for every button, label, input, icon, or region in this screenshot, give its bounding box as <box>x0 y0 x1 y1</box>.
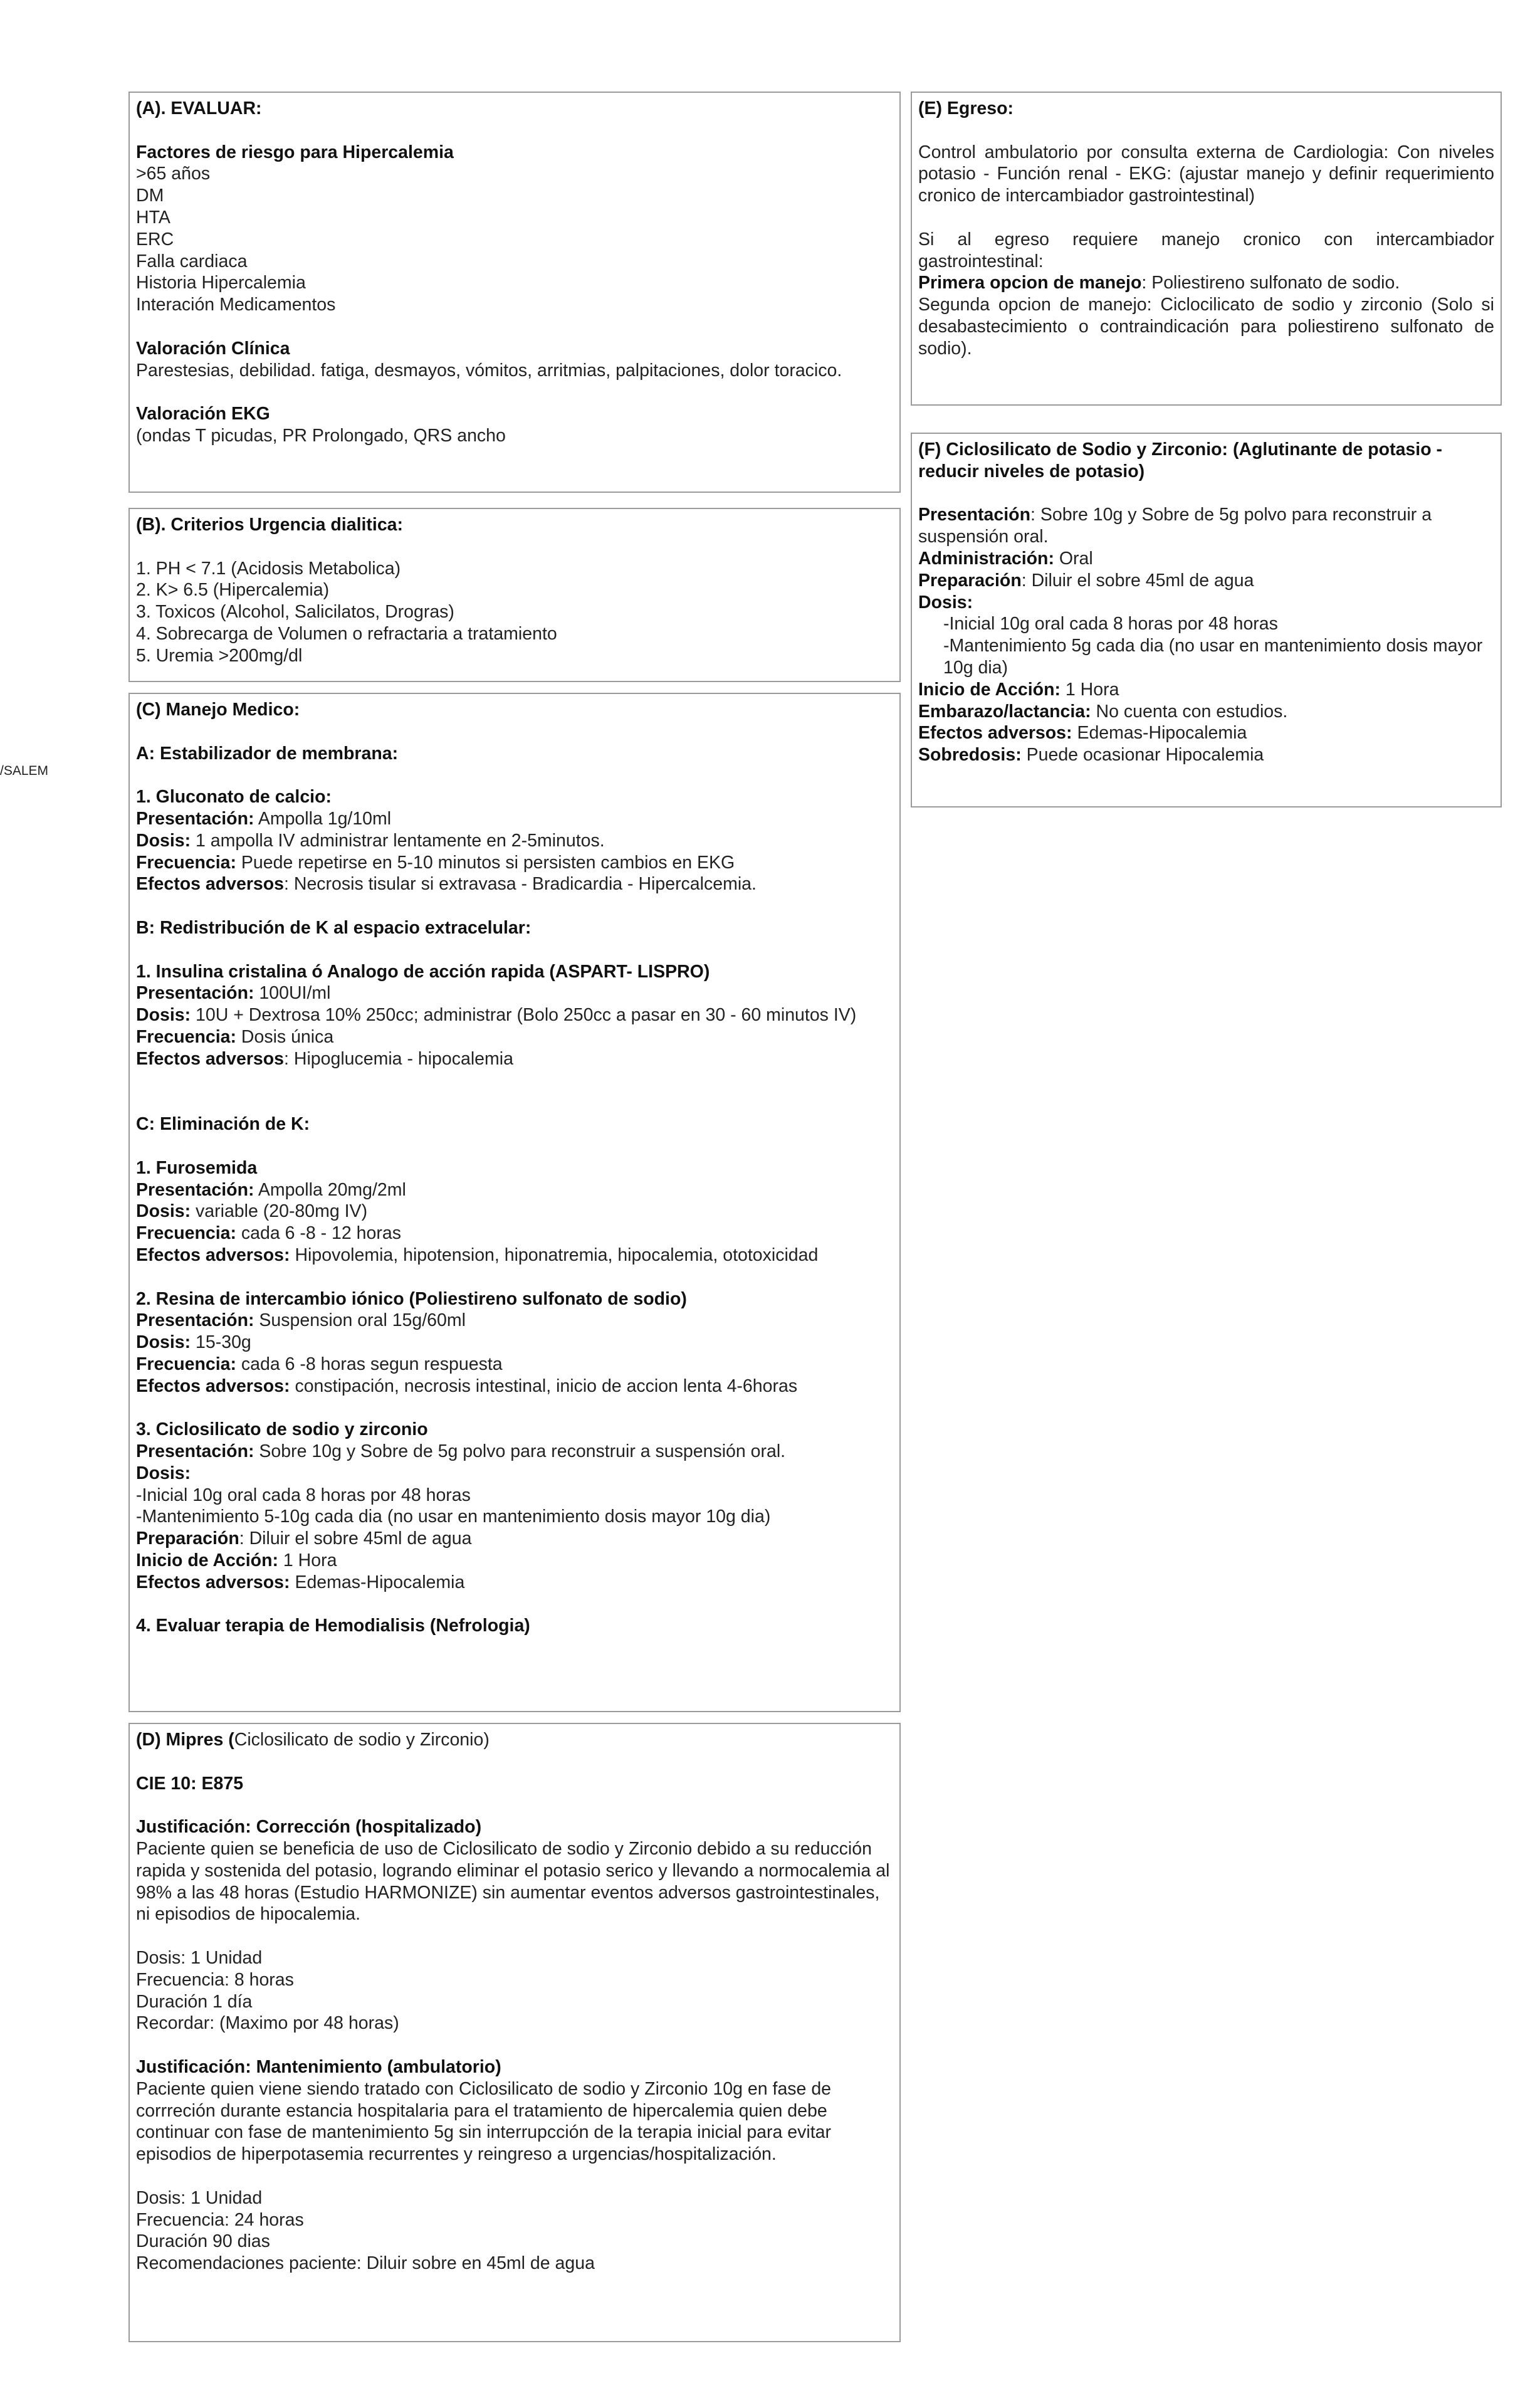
insulina-title: 1. Insulina cristalina ó Analogo de acción rapida (ASPART- LISPRO) <box>136 961 710 982</box>
f-preparacion: Preparación: Diluir el sobre 45ml de agua <box>918 570 1254 591</box>
gluconato-dosis: Dosis: 1 ampolla IV administrar lentamente en 2-5minutos. <box>136 830 605 851</box>
risk-item: Falla cardiaca <box>136 251 248 271</box>
panel-c-title: (C) Manejo Medico: <box>136 700 300 720</box>
section-c-title: C: Eliminación de K: <box>136 1114 310 1135</box>
panel-a-title: (A). EVALUAR: <box>136 98 262 118</box>
clinical-text: Parestesias, debilidad. fatiga, desmayos, vómitos, arritmias, palpitaciones, dolor toracico. <box>136 360 842 381</box>
ciclosilicato-efectos: Efectos adversos: Edemas-Hipocalemia <box>136 1572 465 1592</box>
correccion-line: Frecuencia: 8 horas <box>136 1969 294 1990</box>
egreso-segunda-opcion: Segunda opcion de manejo: Ciclocilicato de sodio y zirconio (Solo si desabastecimiento o contraindicación para poliestireno sulfonato de sodio). <box>918 295 1494 359</box>
correccion-line: Dosis: 1 Unidad <box>136 1947 263 1968</box>
panel-ciclosilicato-info <box>911 433 1502 807</box>
gluconato-presentacion: Presentación: Ampolla 1g/10ml <box>136 808 392 829</box>
clinical-title: Valoración Clínica <box>136 338 290 359</box>
ciclosilicato-title: 3. Ciclosilicato de sodio y zirconio <box>136 1419 428 1440</box>
furosemida-frecuencia: Frecuencia: cada 6 -8 - 12 horas <box>136 1223 401 1244</box>
f-sobredosis: Sobredosis: Puede ocasionar Hipocalemia <box>918 745 1264 765</box>
justificacion-mantenimiento-title: Justificación: Mantenimiento (ambulatorio) <box>136 2056 501 2077</box>
insulina-frecuencia: Frecuencia: Dosis única <box>136 1026 334 1047</box>
ciclosilicato-inicio: Inicio de Acción: 1 Hora <box>136 1550 337 1571</box>
panel-d-title: (D) Mipres (Ciclosilicato de sodio y Zirconio) <box>136 1730 490 1750</box>
criteria-item: 2. K> 6.5 (Hipercalemia) <box>136 580 330 601</box>
resina-title: 2. Resina de intercambio iónico (Poliestireno sulfonato de sodio) <box>136 1288 687 1309</box>
panel-egreso <box>911 92 1502 406</box>
panel-mipres <box>128 1723 901 2342</box>
ciclosilicato-dosis-line: -Mantenimiento 5-10g cada dia (no usar en mantenimiento dosis mayor 10g dia) <box>136 1507 771 1527</box>
panel-b-title: (B). Criterios Urgencia dialitica: <box>136 515 404 535</box>
mantenimiento-line: Recomendaciones paciente: Diluir sobre en 45ml de agua <box>136 2253 595 2274</box>
f-inicio: Inicio de Acción: 1 Hora <box>918 679 1119 700</box>
gluconato-title: 1. Gluconato de calcio: <box>136 787 332 807</box>
ekg-text: (ondas T picudas, PR Prolongado, QRS ancho <box>136 425 506 446</box>
mantenimiento-line: Frecuencia: 24 horas <box>136 2209 304 2230</box>
justificacion-correccion-text: Paciente quien se beneficia de uso de Ciclosilicato de sodio y Zirconio debido a su reducción rapida y sostenida del potasio, logrando eliminar el potasio serico y llevando a normocalemia al 98% a las 48 horas (Estudio HARMONIZE) sin aumentar eventos adversos gastrointestinales, ni episodios de hipocalemia. <box>136 1838 890 1925</box>
egreso-primera-opcion: Primera opcion de manejo: Poliestireno sulfonato de sodio. <box>918 273 1400 293</box>
f-efectos: Efectos adversos: Edemas-Hipocalemia <box>918 723 1247 744</box>
insulina-presentacion: Presentación: 100UI/ml <box>136 983 331 1004</box>
panel-e-title: (E) Egreso: <box>918 98 1014 118</box>
edge-label: /SALEM <box>0 764 49 778</box>
hemodialisis-title: 4. Evaluar terapia de Hemodialisis (Nefrologia) <box>136 1616 530 1636</box>
furosemida-efectos: Efectos adversos: Hipovolemia, hipotension, hiponatremia, hipocalemia, ototoxicidad <box>136 1244 819 1265</box>
ciclosilicato-dosis-label: Dosis: <box>136 1463 191 1483</box>
furosemida-presentacion: Presentación: Ampolla 20mg/2ml <box>136 1179 406 1200</box>
resina-dosis: Dosis: 15-30g <box>136 1332 251 1353</box>
panel-f-title: (F) Ciclosilicato de Sodio y Zirconio: (Aglutinante de potasio - reducir niveles de potasio) <box>918 439 1443 481</box>
criteria-item: 1. PH < 7.1 (Acidosis Metabolica) <box>136 558 401 579</box>
section-b-title: B: Redistribución de K al espacio extracelular: <box>136 917 532 938</box>
risk-item: Interación Medicamentos <box>136 295 336 315</box>
egreso-control-text: Control ambulatorio por consulta externa de Cardiologia: Con niveles potasio - Función renal - EKG: (ajustar manejo y definir requerimiento cronico de intercambiador gastrointestinal) <box>918 142 1494 206</box>
panel-evaluar <box>128 92 901 493</box>
correccion-line: Recordar: (Maximo por 48 horas) <box>136 2013 399 2034</box>
f-embarazo: Embarazo/lactancia: No cuenta con estudios. <box>918 701 1288 722</box>
cie-code: CIE 10: E875 <box>136 1773 244 1794</box>
mantenimiento-line: Dosis: 1 Unidad <box>136 2187 263 2208</box>
gluconato-frecuencia: Frecuencia: Puede repetirse en 5-10 minutos si persisten cambios en EKG <box>136 852 735 873</box>
ciclosilicato-presentacion: Presentación: Sobre 10g y Sobre de 5g polvo para reconstruir a suspensión oral. <box>136 1441 786 1462</box>
panel-manejo-medico <box>128 693 901 1712</box>
insulina-dosis: Dosis: 10U + Dextrosa 10% 250cc; administrar (Bolo 250cc a pasar en 30 - 60 minutos IV) <box>136 1005 857 1026</box>
f-presentacion: Presentación: Sobre 10g y Sobre de 5g polvo para reconstruir a suspensión oral. <box>918 505 1432 547</box>
risk-item: Historia Hipercalemia <box>136 273 306 293</box>
resina-efectos: Efectos adversos: constipación, necrosis intestinal, inicio de accion lenta 4-6horas <box>136 1375 798 1396</box>
risk-item: ERC <box>136 229 174 250</box>
ekg-title: Valoración EKG <box>136 404 270 424</box>
section-a-title: A: Estabilizador de membrana: <box>136 743 399 764</box>
ciclosilicato-preparacion: Preparación: Diluir el sobre 45ml de agua <box>136 1528 472 1549</box>
criteria-item: 5. Uremia >200mg/dl <box>136 645 303 666</box>
resina-presentacion: Presentación: Suspension oral 15g/60ml <box>136 1310 466 1331</box>
criteria-item: 3. Toxicos (Alcohol, Salicilatos, Drogras) <box>136 602 454 623</box>
f-administracion: Administración: Oral <box>918 548 1093 569</box>
furosemida-title: 1. Furosemida <box>136 1157 258 1178</box>
furosemida-dosis: Dosis: variable (20-80mg IV) <box>136 1201 368 1222</box>
gluconato-efectos: Efectos adversos: Necrosis tisular si extravasa - Bradicardia - Hipercalcemia. <box>136 874 757 895</box>
risk-item: HTA <box>136 207 170 228</box>
risk-factors-title: Factores de riesgo para Hipercalemia <box>136 142 454 162</box>
f-dosis-line: -Inicial 10g oral cada 8 horas por 48 horas <box>943 614 1278 634</box>
resina-frecuencia: Frecuencia: cada 6 -8 horas segun respuesta <box>136 1354 503 1374</box>
ciclosilicato-dosis-line: -Inicial 10g oral cada 8 horas por 48 horas <box>136 1485 471 1505</box>
f-dosis-label: Dosis: <box>918 592 973 613</box>
risk-item: >65 años <box>136 164 211 184</box>
insulina-efectos: Efectos adversos: Hipoglucemia - hipocalemia <box>136 1048 513 1069</box>
criteria-item: 4. Sobrecarga de Volumen o refractaria a tratamiento <box>136 623 557 644</box>
correccion-line: Duración 1 día <box>136 1991 253 2012</box>
egreso-cronico-text: Si al egreso requiere manejo cronico con intercambiador gastrointestinal: <box>918 229 1494 271</box>
panel-criterios-dialisis <box>128 508 901 682</box>
justificacion-correccion-title: Justificación: Corrección (hospitalizado) <box>136 1817 482 1838</box>
mantenimiento-line: Duración 90 dias <box>136 2231 270 2252</box>
risk-item: DM <box>136 186 164 206</box>
f-dosis-line: -Mantenimiento 5g cada dia (no usar en mantenimiento dosis mayor 10g dia) <box>943 636 1483 678</box>
justificacion-mantenimiento-text: Paciente quien viene siendo tratado con Ciclosilicato de sodio y Zirconio 10g en fase de corrreción durante estancia hospitalaria para el tratamiento de hipercalemia quien debe continuar con fase de mantenimiento 5g sin interrupcción de la terapia inicial para evitar episodios de hiperpotasemia recurrentes y reingreso a urgencias/hospitalización. <box>136 2078 832 2165</box>
